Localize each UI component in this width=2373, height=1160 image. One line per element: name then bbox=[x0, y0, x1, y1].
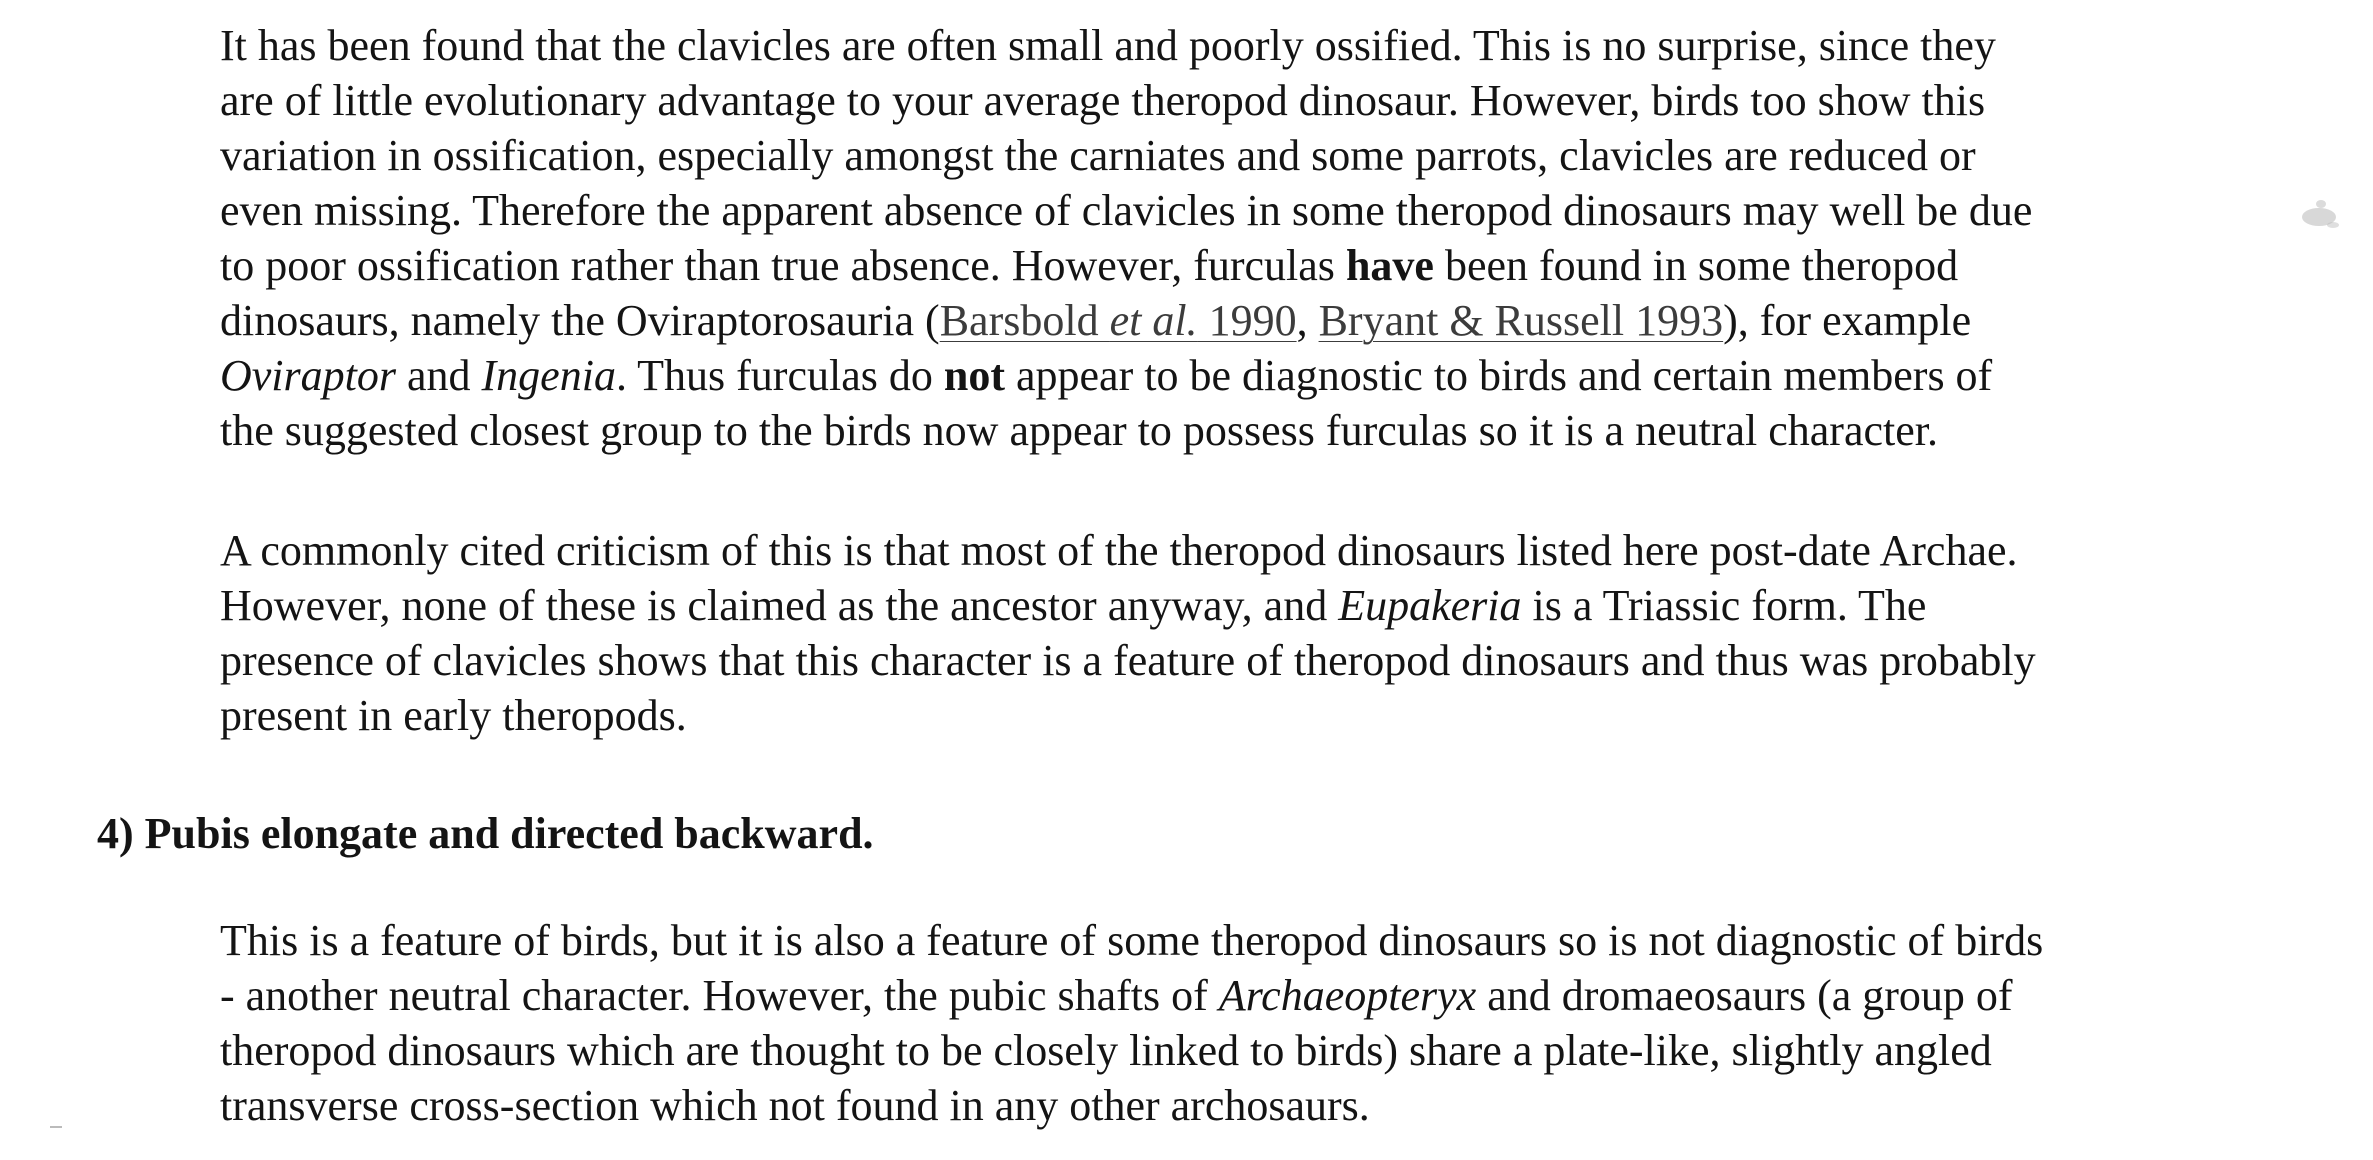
section-heading-pubis: 4) Pubis elongate and directed backward. bbox=[97, 809, 874, 858]
text-run: Barsbold bbox=[939, 296, 1110, 345]
text-line: theropod dinosaurs which are thought to be closely linked to birds) share a plate-like, slightly angled bbox=[220, 1026, 1992, 1075]
text-run: to poor ossification rather than true absence. However, furculas bbox=[220, 241, 1346, 290]
citation-barsbold-1990[interactable] bbox=[940, 296, 1297, 345]
taxon-name-eupakeria: Eupakeria bbox=[1338, 581, 1522, 630]
text-line: even missing. Therefore the apparent absence of clavicles in some theropod dinosaurs may well be due bbox=[220, 186, 2033, 235]
paragraph-pubis bbox=[220, 913, 2043, 1133]
scan-artifact bbox=[50, 1126, 62, 1128]
taxon-name-archaeopteryx: Archaeopteryx bbox=[1218, 971, 1477, 1020]
text-run: and dromaeosaurs (a group of bbox=[1476, 971, 2013, 1020]
text-run: dinosaurs, namely the Oviraptorosauria ( bbox=[220, 296, 940, 345]
text-run: ), for example bbox=[1723, 296, 1972, 345]
text-run: is a Triassic form. The bbox=[1521, 581, 1927, 630]
text-run: , bbox=[1296, 296, 1319, 345]
text-run: - another neutral character. However, the pubic shafts of bbox=[220, 971, 1219, 1020]
text-run: . Thus furculas do bbox=[615, 351, 944, 400]
text-run: been found in some theropod bbox=[1433, 241, 1959, 290]
emphasis-not: not bbox=[943, 351, 1005, 400]
paragraph-clavicles bbox=[220, 18, 2032, 458]
text-line: present in early theropods. bbox=[220, 691, 687, 740]
text-line: the suggested closest group to the birds now appear to possess furculas so it is a neutral character. bbox=[220, 406, 1938, 455]
text-run-italic: et al. bbox=[1109, 296, 1198, 345]
scan-artifact bbox=[2316, 200, 2326, 208]
text-line bbox=[220, 578, 2036, 633]
text-line bbox=[220, 968, 2043, 1023]
text-line: It has been found that the clavicles are often small and poorly ossified. This is no surprise, since they bbox=[220, 21, 1996, 70]
scan-artifact bbox=[2327, 222, 2339, 228]
taxon-name-oviraptor: Oviraptor bbox=[220, 351, 396, 400]
text-run: appear to be diagnostic to birds and certain members of bbox=[1004, 351, 1993, 400]
text-run: However, none of these is claimed as the ancestor anyway, and bbox=[220, 581, 1339, 630]
text-run: and bbox=[396, 351, 482, 400]
text-line bbox=[220, 348, 2032, 403]
text-line: presence of clavicles shows that this character is a feature of theropod dinosaurs and thus was probably bbox=[220, 636, 2036, 685]
emphasis-have: have bbox=[1345, 241, 1434, 290]
paragraph-criticism bbox=[220, 523, 2036, 743]
text-line: This is a feature of birds, but it is also a feature of some theropod dinosaurs so is not diagnostic of birds bbox=[220, 916, 2044, 965]
text-line: A commonly cited criticism of this is that most of the theropod dinosaurs listed here post-date Archae. bbox=[220, 526, 2018, 575]
text-run: 1990 bbox=[1197, 296, 1297, 345]
citation-bryant-russell-1993[interactable]: Bryant & Russell 1993 bbox=[1318, 296, 1724, 345]
text-line: transverse cross-section which not found in any other archosaurs. bbox=[220, 1081, 1370, 1130]
text-line bbox=[220, 238, 2032, 293]
text-line bbox=[220, 293, 2032, 348]
text-line: are of little evolutionary advantage to your average theropod dinosaur. However, birds too show this bbox=[220, 76, 1986, 125]
text-line: variation in ossification, especially amongst the carniates and some parrots, clavicles are reduced or bbox=[220, 131, 1976, 180]
taxon-name-ingenia: Ingenia bbox=[481, 351, 616, 400]
